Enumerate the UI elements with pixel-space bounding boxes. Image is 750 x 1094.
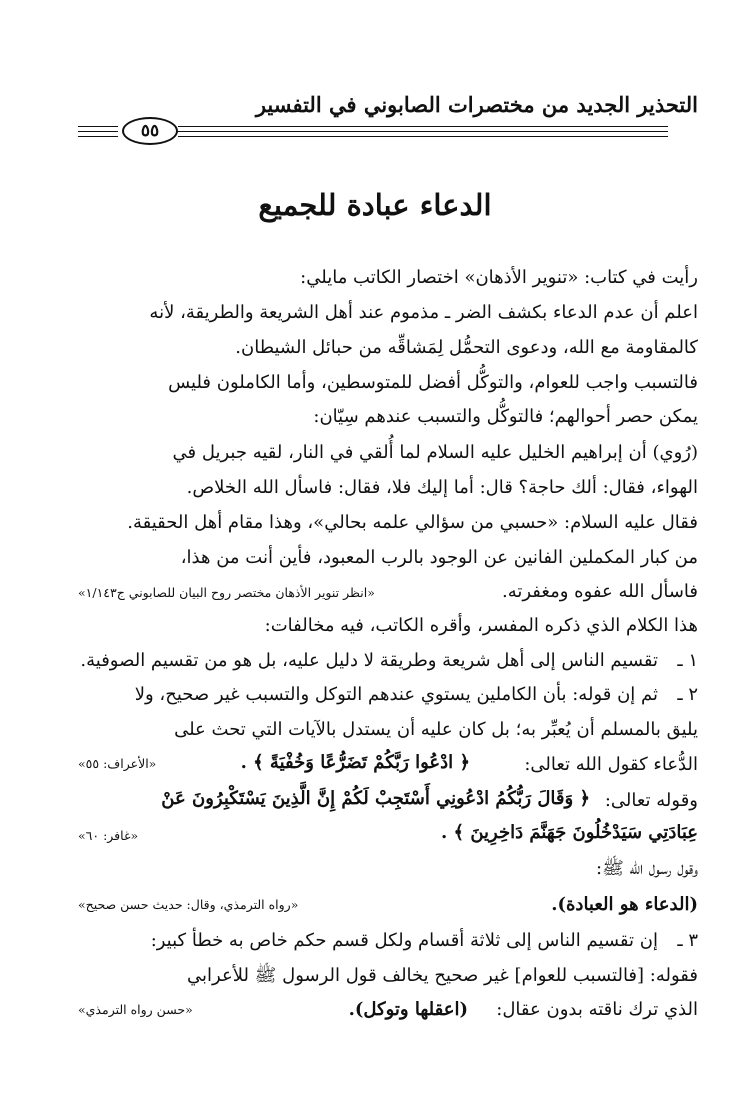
quran-verse: ﴿ وَقَالَ رَبُّكُمُ ادْعُونِي أَسْتَجِبْ لَكُمْ إِنَّ الَّذِينَ يَسْتَكْبِرُونَ عَنْ	[161, 788, 590, 809]
list-number: ٣ ـ	[677, 930, 698, 951]
text-line: الهواء، فقال: ألك حاجة؟ قال: أما إليك فلا، فقال: فاسأل الله الخلاص.	[186, 477, 698, 498]
text-line: وقوله تعالى:	[604, 790, 698, 811]
text-line: فقال عليه السلام: «حسبي من سؤالي علمه بحالي»، وهذا مقام أهل الحقيقة.	[127, 512, 698, 533]
ghafir-reference: «غافر: ٦٠»	[78, 828, 139, 843]
text-line: كالمقاومة مع الله، ودعوى التحمُّل لِمَشاقِّه من حبائل الشيطان.	[235, 337, 698, 358]
text-line: من كبار المكملين الفانين عن الوجود بالرب المعبود، فأين أنت من هذا،	[180, 547, 698, 568]
quran-verse: عِبَادَتِي سَيَدْخُلُونَ جَهَنَّمَ دَاخِرِينَ ﴾ .	[440, 822, 698, 843]
running-title: التحذير الجديد من مختصرات الصابوني في التفسير	[255, 92, 698, 117]
text-line: ثم إن قوله: بأن الكاملين يستوي عندهم التوكل والتسبب غير صحيح، ولا	[134, 684, 658, 705]
text-line: وقول رسول الله ﷺ:	[596, 858, 698, 879]
text-line: يمكن حصر أحوالهم؛ فالتوكُّل والتسبب عندهم سِيّان:	[313, 406, 698, 427]
page-title: الدعاء عبادة للجميع	[258, 188, 492, 222]
text-line: فاسأل الله عفوه ومغفرته.	[501, 581, 698, 602]
text-line: هذا الكلام الذي ذكره المفسر، وأقره الكاتب، فيه مخالفات:	[264, 615, 698, 636]
text-line: فقوله: [فالتسبب للعوام] غير صحيح يخالف قول الرسول ﷺ للأعرابي	[187, 965, 698, 986]
text-line: الدُّعاء كقول الله تعالى:	[524, 754, 698, 775]
hadith-text: (الدعاء هو العبادة).	[551, 894, 698, 915]
text-line: اعلم أن عدم الدعاء بكشف الضر ـ مذموم عند أهل الشريعة والطريقة، لأنه	[149, 302, 698, 323]
text-line: يليق بالمسلم أن يُعبِّر به؛ بل كان عليه أن يستدل بالآيات التي تحث على	[174, 719, 698, 740]
page-number: ٥٥	[122, 117, 178, 145]
tirmidhi-reference: «رواه الترمذي، وقال: حديث حسن صحيح»	[78, 897, 299, 912]
text-line: فالتسبب واجب للعوام، والتوكُّل أفضل للمتوسطين، وأما الكاملون فليس	[168, 372, 698, 393]
text-line: (رُوي) أن إبراهيم الخليل عليه السلام لما أُلقي في النار، لقيه جبريل في	[172, 442, 698, 463]
araf-reference: «الأعراف: ٥٥»	[78, 756, 157, 771]
text-line: الذي ترك ناقته بدون عقال:	[496, 999, 698, 1020]
text-line: رأيت في كتاب: «تنوير الأذهان» اختصار الكاتب مايلي:	[300, 267, 698, 288]
text-line: تقسيم الناس إلى أهل شريعة وطريقة لا دليل عليه، بل هو من تقسيم الصوفية.	[80, 650, 658, 671]
quran-verse: ﴿ ادْعُوا رَبَّكُمْ تَضَرُّعًا وَخُفْيَةً ﴾ .	[240, 752, 470, 773]
hasan-reference: «حسن رواه الترمذي»	[78, 1002, 193, 1017]
tanwir-reference: «انظر تنوير الأذهان مختصر روح البيان للصابوني ج١/١٤٣»	[78, 585, 375, 600]
hadith-text: (اعقلها وتوكل).	[348, 999, 468, 1020]
list-number: ١ ـ	[677, 650, 698, 671]
text-line: إن تقسيم الناس إلى ثلاثة أقسام ولكل قسم حكم خاص به خطأ كبير:	[150, 930, 658, 951]
list-number: ٢ ـ	[677, 684, 698, 705]
